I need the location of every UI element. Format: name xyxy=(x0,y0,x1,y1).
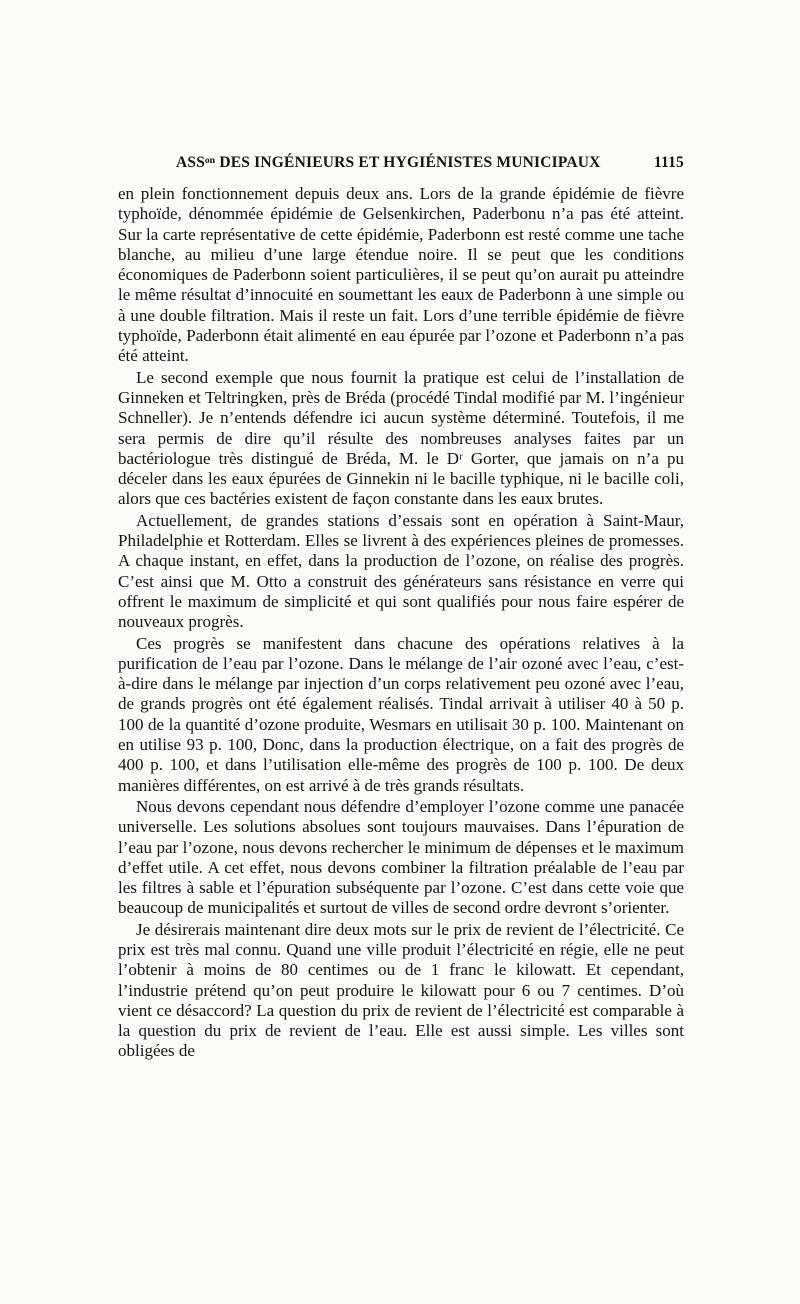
page-header xyxy=(118,154,684,178)
paragraph: Le second exemple que nous fournit la pratique est celui de l’installation de Ginneken et Teltringken, près de Bréda (procédé Tindal modifié par M. l’ingénieur Schneller). Je n’entends défendre ici aucun système déterminé. Toutefois, il me sera permis de dire qu’il résulte des nombreuses analyses faites par un bactériologue très distingué de Bréda, M. le Dʳ Gorter, que jamais on n’a pu déceler dans les eaux épurées de Ginnekin ni le bacille typhique, ni le bacille coli, alors que ces bactéries existent de façon constante dans les eaux brutes. xyxy=(118,367,684,509)
paragraph: Actuellement, de grandes stations d’essais sont en opération à Saint-Maur, Philadelphie et Rotterdam. Elles se livrent à des expériences pleines de promesses. A chaque instant, en effet, dans la production de l’ozone, on réalise des progrès. C’est ainsi que M. Otto a construit des générateurs sans résistance en verre qui offrent le maximum de simplicité et qui sont qualifiés pour nous faire espérer de nouveaux progrès. xyxy=(118,510,684,632)
running-title: ASSᵒⁿ DES INGÉNIEURS ET HYGIÉNISTES MUNICIPAUX xyxy=(176,154,601,171)
paragraph: Je désirerais maintenant dire deux mots sur le prix de revient de l’électricité. Ce prix est très mal connu. Quand une ville produit l’électricité en régie, elle ne peut l’obtenir à moins de 80 centimes ou de 1 franc le kilowatt. Et cependant, l’industrie prétend qu’on peut produire le kilowatt pour 6 ou 7 centimes. D’où vient ce désaccord? La question du prix de revient de l’électricité est comparable à la question du prix de revient de l’eau. Elle est aussi simple. Les villes sont obligées de xyxy=(118,919,684,1061)
paragraph: Nous devons cependant nous défendre d’employer l’ozone comme une panacée universelle. Les solutions absolues sont toujours mauvaises. Dans l’épuration de l’eau par l’ozone, nous devons rechercher le minimum de dépenses et le maximum d’effet utile. A cet effet, nous devons combiner la filtration préalable de l’eau par les filtres à sable et l’épuration subséquente par l’ozone. C’est dans cette voie que beaucoup de municipalités et surtout de villes de second ordre devront s’orienter. xyxy=(118,796,684,918)
page-body xyxy=(118,184,684,1062)
paragraph: Ces progrès se manifestent dans chacune des opérations relatives à la purification de l’eau par l’ozone. Dans le mélange de l’air ozoné avec l’eau, c’est-à-dire dans le mélange par injection d’un corps relativement peu ozoné avec l’eau, de grands progrès ont été également réalisés. Tindal arrivait à utiliser 40 à 50 p. 100 de la quantité d’ozone produite, Wesmars en utilisait 30 p. 100. Maintenant on en utilise 93 p. 100, Donc, dans la production électrique, on a fait des progrès de 400 p. 100, et dans l’utilisation elle-même des progrès de 100 p. 100. De deux manières différentes, on est arrivé à de très grands résultats. xyxy=(118,633,684,795)
page-number: 1115 xyxy=(653,154,684,171)
paragraph: en plein fonctionnement depuis deux ans. Lors de la grande épidémie de fièvre typhoïde, dénommée épidémie de Gelsenkirchen, Paderbonu n’a pas été atteint. Sur la carte représentative de cette épidémie, Paderbonn est resté comme une tache blanche, au milieu d’une large étendue noire. Il se peut que les conditions économiques de Paderbonn soient particulières, il se peut qu’on aurait pu atteindre le même résultat d’innocuité en soumettant les eaux de Paderbonn à une simple ou à une double filtration. Mais il reste un fait. Lors d’une terrible épidémie de fièvre typhoïde, Paderbonn était alimenté en eau épurée par l’ozone et Paderbonn n’a pas été atteint. xyxy=(118,184,684,366)
